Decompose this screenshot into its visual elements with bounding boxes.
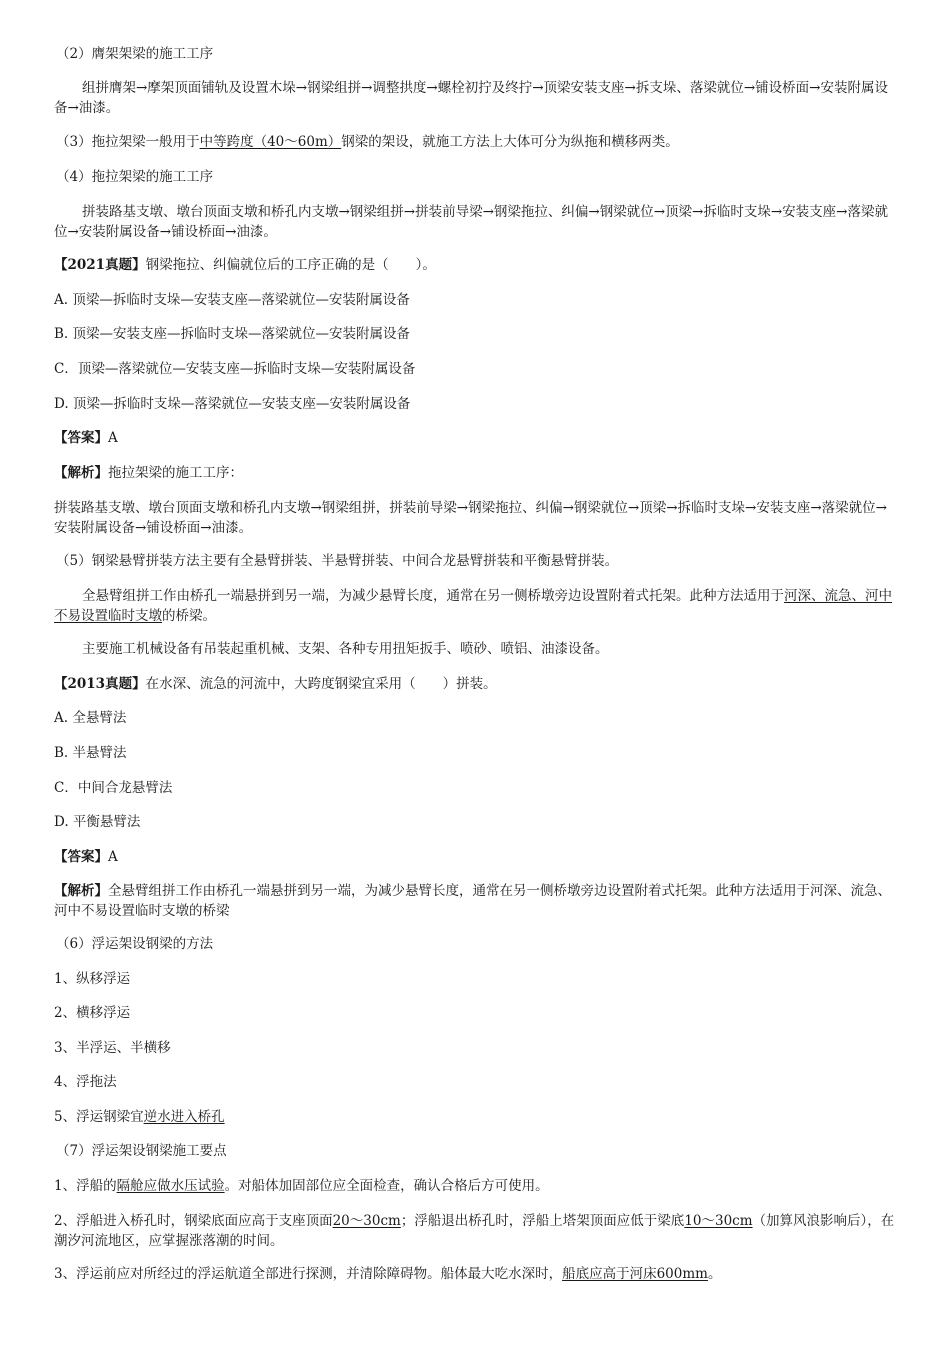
section-6-title: （6）浮运架设钢梁的方法 bbox=[56, 936, 214, 952]
section-6-item-4: 4、浮拖法 bbox=[54, 1074, 117, 1090]
q2013-option-c: C．中间合龙悬臂法 bbox=[54, 780, 173, 796]
q2021-answer bbox=[54, 428, 118, 448]
section-6-item-3: 3、半浮运、半横移 bbox=[54, 1040, 171, 1056]
section-2-title: （2）膺架架梁的施工工序 bbox=[56, 46, 214, 62]
q2021-explanation-tag: 【解析】 bbox=[54, 465, 108, 481]
q2021-option-c: C．顶梁—落梁就位—安装支座—拆临时支垛—安装附属设备 bbox=[54, 361, 416, 377]
question-2013-text: 在水深、流急的河流中，大跨度钢梁宜采用（ ）拼装。 bbox=[145, 676, 497, 692]
section-7-item-1 bbox=[54, 1176, 899, 1196]
section-7-item-3-pre: 3、浮运前应对所经过的浮运航道全部进行探测，并清除障碍物。船体最大吃水深时， bbox=[54, 1266, 563, 1282]
section-7-item-1-post: 。对船体加固部位应全面检查，确认合格后方可使用。 bbox=[224, 1178, 549, 1194]
question-2021 bbox=[54, 255, 899, 275]
section-7-item-1-underline: 隔舱应做水压试验 bbox=[116, 1178, 225, 1194]
q2021-explanation bbox=[54, 463, 243, 483]
section-7-title: （7）浮运架设钢梁施工要点 bbox=[56, 1143, 227, 1159]
q2013-option-a: A. 全悬臂法 bbox=[54, 710, 127, 726]
section-7-item-3-post: 。 bbox=[707, 1266, 722, 1282]
section-6-item-2: 2、横移浮运 bbox=[54, 1005, 131, 1021]
q2021-explanation-text: 拖拉架梁的施工工序： bbox=[108, 465, 243, 481]
q2021-explanation-body: 拼装路基支墩、墩台顶面支墩和桥孔内支墩→钢梁组拼，拼装前导梁→钢梁拖拉、纠偏→钢梁就位→顶梁→拆临时支垛→安装支座→落梁就位→安装附属设备→铺设桥面→油漆。 bbox=[54, 500, 887, 536]
section-4-title: （4）拖拉架梁的施工工序 bbox=[56, 169, 214, 185]
q2013-option-b: B. 半悬臂法 bbox=[54, 745, 127, 761]
q2013-explanation-tag: 【解析】 bbox=[54, 883, 108, 899]
section-3-text bbox=[54, 132, 901, 152]
section-5-equipment: 主要施工机械设备有吊装起重机械、支架、各种专用扭矩扳手、喷砂、喷铝、油漆设备。 bbox=[82, 641, 609, 657]
section-7-item-3 bbox=[54, 1264, 899, 1284]
section-6-item-5-pre: 5、浮运钢梁宜 bbox=[54, 1109, 144, 1125]
section-6-item-5-underline: 逆水进入桥孔 bbox=[143, 1109, 225, 1125]
section-2-body: 组拼膺架→摩架顶面铺轨及设置木垛→钢梁组拼→调整拱度→螺栓初拧及终拧→顶梁安装支座→拆支垛、落梁就位→铺设桥面→安装附属设备→油漆。 bbox=[54, 80, 888, 116]
section-7-item-2-underline-1: 20～30cm bbox=[332, 1213, 401, 1229]
q2013-explanation bbox=[54, 881, 899, 921]
q2021-option-b: B. 顶梁—安装支座—拆临时支垛—落梁就位—安装附属设备 bbox=[54, 326, 411, 342]
q2013-option-d: D. 平衡悬臂法 bbox=[54, 814, 141, 830]
section-5-body-underline: 河深、流急、河中不易设置临时支墩 bbox=[54, 588, 892, 624]
section-3-pre: （3）拖拉架梁一般用于 bbox=[56, 134, 200, 150]
section-7-item-2 bbox=[54, 1211, 899, 1251]
section-7-item-1-pre: 1、浮船的 bbox=[54, 1178, 117, 1194]
question-2013-tag: 【2013真题】 bbox=[54, 676, 146, 692]
q2013-explanation-text: 全悬臂组拼工作由桥孔一端悬拼到另一端，为减少悬臂长度，通常在另一侧桥墩旁边设置附着式托架。此种方法适用于河深、流急、河中不易设置临时支墩的桥梁 bbox=[54, 883, 891, 919]
section-6-item-5 bbox=[54, 1107, 225, 1127]
section-3-post: 钢梁的架设，就施工方法上大体可分为纵拖和横移两类。 bbox=[341, 134, 679, 150]
question-2021-text: 钢梁拖拉、纠偏就位后的工序正确的是（ ）。 bbox=[145, 257, 436, 273]
q2013-answer-tag: 【答案】 bbox=[54, 849, 108, 865]
section-5-body bbox=[54, 586, 899, 626]
section-3-underline: 中等跨度（40～60m） bbox=[199, 134, 342, 150]
section-7-item-2-c: （加算风浪影响后），在潮汐河流地区，应掌握涨落潮的时间。 bbox=[54, 1213, 895, 1249]
section-4-body: 拼装路基支墩、墩台顶面支墩和桥孔内支墩→钢梁组拼→拼装前导梁→钢梁拖拉、纠偏→钢梁就位→顶梁→拆临时支垛→安装支座→落梁就位→安装附属设备→铺设桥面→油漆。 bbox=[54, 204, 888, 240]
section-7-item-2-b: ；浮船退出桥孔时，浮船上塔架顶面应低于梁底 bbox=[400, 1213, 685, 1229]
q2021-answer-tag: 【答案】 bbox=[54, 430, 108, 446]
q2021-answer-value: A bbox=[108, 430, 118, 446]
section-5-body-pre: 全悬臂组拼工作由桥孔一端悬拼到另一端，为减少悬臂长度，通常在另一侧桥墩旁边设置附着式托架。此种方法适用于 bbox=[82, 588, 784, 604]
section-7-item-3-underline: 船底应高于河床600mm bbox=[562, 1266, 708, 1282]
q2021-option-a: A. 顶梁—拆临时支垛—安装支座—落梁就位—安装附属设备 bbox=[54, 292, 410, 308]
section-6-item-1: 1、纵移浮运 bbox=[54, 971, 131, 987]
q2021-option-d: D. 顶梁—拆临时支垛—落梁就位—安装支座—安装附属设备 bbox=[54, 396, 411, 412]
section-7-item-2-a: 2、浮船进入桥孔时，钢梁底面应高于支座顶面 bbox=[54, 1213, 333, 1229]
q2013-answer bbox=[54, 847, 118, 867]
q2013-answer-value: A bbox=[108, 849, 118, 865]
section-7-item-2-underline-2: 10～30cm bbox=[684, 1213, 753, 1229]
question-2013 bbox=[54, 674, 899, 694]
question-2021-tag: 【2021真题】 bbox=[54, 257, 146, 273]
section-5-title: （5）钢梁悬臂拼装方法主要有全悬臂拼装、半悬臂拼装、中间合龙悬臂拼装和平衡悬臂拼装。 bbox=[56, 553, 619, 569]
section-5-body-post: 的桥梁。 bbox=[162, 608, 216, 624]
